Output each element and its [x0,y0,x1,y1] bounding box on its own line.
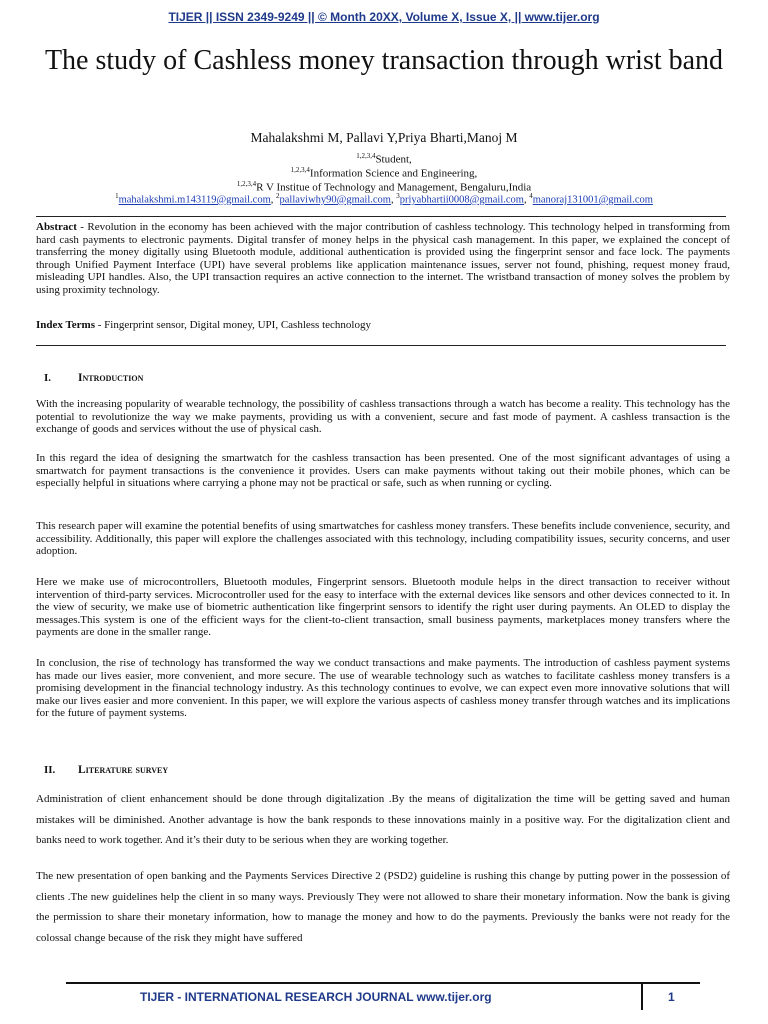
index-terms-text: Fingerprint sensor, Digital money, UPI, Cashless technology [104,319,371,331]
intro-paragraph: This research paper will examine the potential benefits of using smartwatches for cashless money transfers. These benefits include convenience, security, and accessibility. Additionally, this paper will explore the challenges associated with this technology, including compatibility issues, security concerns, and user adoption. [36,520,730,558]
affiliation-role: $^{1,2,3,4}$Student, [356,152,412,166]
email-link[interactable]: manoraj131001@gmail.com [532,194,653,206]
section-heading-introduction: I. Introduction [44,372,144,384]
literature-paragraph: The new presentation of open banking and the Payments Services Directive 2 (PSD2) guideline is rushing this change by putting power in the possession of clients .The new guidelines help the client in so many ways. Previously They were not allowed to share their monetary information. Now the bank is giving the permission to share their monetary information, how to manage the money and how to do the payments. Previously the banks were not ready for the colossal change because of the risk they might have suffered [36,870,730,944]
index-terms: Index Terms - Fingerprint sensor, Digital money, UPI, Cashless technology [36,319,371,331]
abstract: Abstract - Revolution in the economy has been achieved with the major contribution of cashless technology. This technology helped in transforming from hard cash payments to electronic payments. Digital transfer of money helps in the physical cash management. In this paper, we explained the concept of transferring the money digitally using Bluetooth module, additional authentication is provided using the fingerprint sensor and face lock. The payments through Unified Payment Interface (UPI) have several problems like application maintenance issues, server not found, phishing, request money fraud, misleading UPI handles. Also, the UPI transaction requires an active connection to the internet. The wristband transaction of money solves the problem by using proximity technology. [36,221,731,296]
footer-journal: TIJER - INTERNATIONAL RESEARCH JOURNAL www.tijer.org [140,990,492,1004]
journal-header[interactable]: TIJER || ISSN 2349-9249 || © Month 20XX, Volume X, Issue X, || www.tijer.org [168,10,600,24]
affiliation-department: $^{1,2,3,4}$Information Science and Engineering, [290,166,478,180]
affiliation-institute: $^{1,2,3,4}$R V Institue of Technology and Management, Bengaluru,India [236,180,532,194]
email-link[interactable]: mahalakshmi.m143119@gmail.com [118,194,271,206]
intro-paragraph: With the increasing popularity of wearable technology, the possibility of cashless transactions through a watch has become a reality. This technology has the potential to revolutionize the way we make payments, providing us with a convenient, secure and fast mode of payment. A cashless transaction is the exchange of goods and services without the use of physical cash. [36,398,730,436]
footer-rule [66,982,700,984]
footer-divider [641,984,643,1010]
divider-top [36,216,726,217]
abstract-label: Abstract [36,221,77,233]
literature-paragraph: Administration of client enhancement should be done through digitalization .By the means of digitalization the time will be getting saved and human mistakes will be diminished. Another advantage is how the bank responds to these innovations mainly in a positive way. For the digitalization client and banks need to work together. And it’s their duty to be serious when they are working together. [36,793,730,846]
section-heading-literature: II. Literature survey [44,764,169,776]
page-number: 1 [668,990,675,1004]
email-link[interactable]: pallaviwhy90@gmail.com [279,194,391,206]
intro-paragraph: Here we make use of microcontrollers, Bluetooth modules, Fingerprint sensors. Bluetooth module helps in the direct transaction to receiver without intervention of third-party services. Microcontroller used for the easy to interface with the external devices like sensors and other devices connected to it. In the view of security, we make use of biometric authentication like fingerprint sensors to identify the right user during payments. An OLED to display the messages.This system is one of the efficient ways for the client-to-client transaction, small business payments, marketplaces money transfers where the payments are done in the smaller range. [36,576,730,639]
intro-paragraph: In this regard the idea of designing the smartwatch for the cashless transaction has been presented. One of the most significant advantages of using a smartwatch for payment transactions is the convenience it provides. Users can make payments without taking out their mobile phones, which can be especially helpful in situations where carrying a phone may not be practical or safe, such as when running or cycling. [36,452,730,490]
author-list: Mahalakshmi M, Pallavi Y,Priya Bharti,Manoj M [250,130,518,145]
intro-paragraph: In conclusion, the rise of technology has transformed the way we conduct transactions and make payments. The introduction of cashless payment systems has made our lives easier, more convenient, and more secure. The use of wearable technology such as watches to facilitate cashless money transfers is a promising development in the financial technology industry. As this technology continues to evolve, we can expect even more innovative solutions that will make our lives easier and more convenient. In this paper, we will explore the various aspects of cashless money transfer through watches and its implications for the future of payment systems. [36,657,730,720]
email-link[interactable]: priyabhartii0008@gmail.com [399,194,524,206]
index-terms-label: Index Terms [36,319,95,331]
abstract-text: Revolution in the economy has been achieved with the major contribution of cashless technology. This technology helped in transforming from hard cash payments to electronic payments. Digital transfer of money helps in the physical cash management. In this paper, we explained the concept of transferring the money digitally using Bluetooth module, additional authentication is provided using the fingerprint sensor and face lock. The payments through Unified Payment Interface (UPI) have several problems like application maintenance issues, server not found, phishing, request money fraud, misleading UPI handles. Also, the UPI transaction requires an active connection to the internet. The wristband transaction of money solves the problem by using proximity technology. [36,221,731,296]
author-emails: $^1$mahalakshmi.m143119@gmail.com, $^2$pallaviwhy90@gmail.com, $^3$priyabhartii0008@gmail.com, $^4$manoraj131001@gmail.com [115,192,653,206]
paper-title: The study of Cashless money transaction through wrist band [44,45,724,76]
divider-bottom [36,345,726,346]
